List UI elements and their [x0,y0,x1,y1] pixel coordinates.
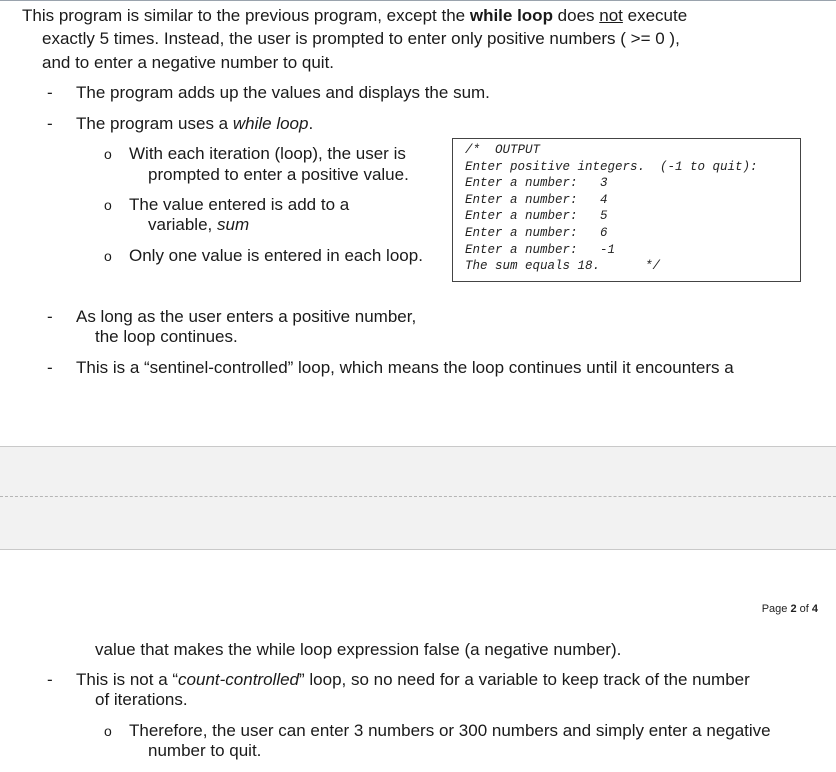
bullet-positive-line-1: As long as the user enters a positive number, [76,307,417,326]
sub-bullet-circle: o [104,248,112,264]
bullet-positive-line-2: the loop continues. [95,327,238,346]
page-break-gap [0,446,836,550]
sub-bullet-therefore-line-1: Therefore, the user can enter 3 numbers or 300 numbers and simply enter a negative [129,721,771,740]
continuation-line: value that makes the while loop expression false (a negative number). [95,640,622,659]
output-line: Enter a number: -1 [465,242,616,257]
bullet-dash: - [47,83,53,102]
output-line: Enter a number: 4 [465,192,608,207]
output-line: Enter a number: 5 [465,209,608,224]
bullet-dash: - [47,358,53,377]
bullet-text: This is not a “ [76,670,179,689]
output-line: Enter positive integers. (-1 to quit): [465,159,758,174]
bullet-not-count-line-1 [76,669,750,690]
bullet-dash: - [47,307,53,326]
sub-bullet-circle: o [104,146,112,162]
sub-bullet-circle: o [104,197,112,213]
bullet-sentinel: This is a “sentinel-controlled” loop, which means the loop continues until it encounters a [76,358,734,377]
intro-text: execute [622,6,688,25]
bullet-text: ” loop, so no need for a variable to keep track of the number [299,670,750,689]
while-loop-italic: while loop [232,114,309,133]
intro-line-3: and to enter a negative number to quit. [42,53,335,72]
bullet-adds-values: The program adds up the values and displays the sum. [76,83,490,102]
bullet-not-count-line-2: of iterations. [95,690,188,709]
page-break-dashed-line [0,496,836,497]
page-label: Page [761,603,791,615]
page-number-footer [762,603,818,615]
output-line: Enter a number: 3 [465,176,608,191]
bullet-dash: - [47,670,53,689]
intro-line-1 [22,5,687,26]
sub-bullet-value-line-2 [148,214,249,235]
sub-bullet-iteration-line-1: With each iteration (loop), the user is [129,144,406,163]
sub-bullet-text: variable, [148,215,217,234]
intro-not-underlined: not [599,6,623,25]
sub-bullet-value-line-1: The value entered is add to a [129,195,350,214]
bullet-uses-while [76,113,313,134]
output-code-box [452,138,801,282]
sub-bullet-therefore-line-2: number to quit. [148,741,262,760]
sub-bullet-iteration-line-2: prompted to enter a positive value. [148,165,409,184]
count-controlled-italic: count-controlled [178,670,300,689]
output-line: Enter a number: 6 [465,225,608,240]
page-of: of [796,603,812,615]
intro-while-loop-bold: while loop [469,6,553,25]
sum-italic: sum [216,215,250,234]
intro-text: does [552,6,600,25]
sub-bullet-one-value: Only one value is entered in each loop. [129,246,423,265]
page-current: 2 [790,603,797,615]
intro-text: This program is similar to the previous program, except the [22,6,470,25]
bullet-text: . [308,114,314,133]
output-line: The sum equals 18. */ [465,259,661,274]
page-top-border [0,0,836,1]
bullet-dash: - [47,114,53,133]
page-total: 4 [811,603,818,615]
intro-line-2: exactly 5 times. Instead, the user is prompted to enter only positive numbers ( >= 0 ), [42,29,680,48]
sub-bullet-circle: o [104,723,112,739]
output-line: /* OUTPUT [465,143,541,157]
bullet-text: The program uses a [76,114,233,133]
